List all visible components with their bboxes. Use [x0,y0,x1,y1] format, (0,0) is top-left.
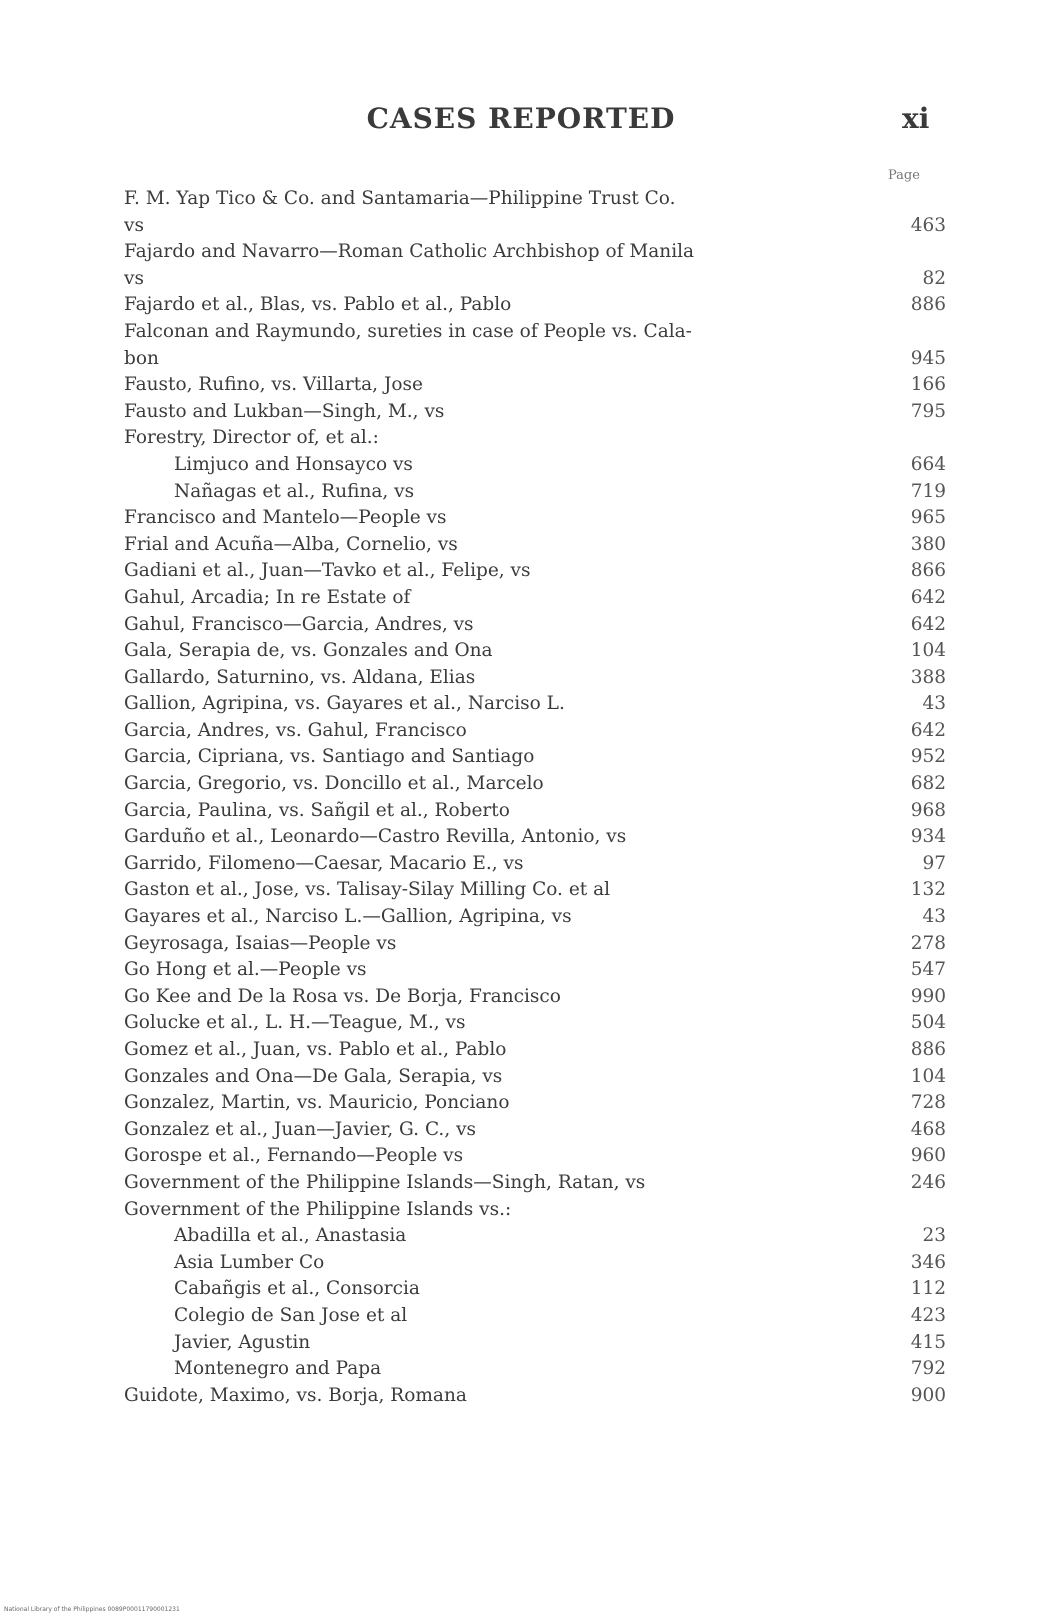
index-entry [124,372,946,399]
case-page-number: 468 [910,1118,946,1140]
case-page-number: 346 [910,1251,946,1273]
case-name: Golucke et al., L. H.—Teague, M., vs [124,1012,466,1034]
case-page-number: 380 [910,533,946,555]
case-name: Government of the Philippine Islands vs.: [124,1198,512,1220]
case-page-number: 728 [910,1092,946,1114]
case-name: Garcia, Cipriana, vs. Santiago and Santiago [124,746,535,768]
case-page-number: 792 [910,1358,946,1380]
case-page-number: 968 [910,799,946,821]
case-name: Gayares et al., Narciso L.—Gallion, Agripina, vs [124,906,572,928]
case-name: Garcia, Gregorio, vs. Doncillo et al., Marcelo [124,773,544,795]
case-page-number: 945 [910,347,946,369]
index-entry [124,1250,946,1277]
case-name: Gaston et al., Jose, vs. Talisay-Silay Milling Co. et al [124,879,611,901]
case-name: Gonzalez et al., Juan—Javier, G. C., vs [124,1118,477,1140]
case-page-number: 642 [910,613,946,635]
index-entry [124,691,946,718]
case-page-number: 132 [910,879,946,901]
case-page-number: 960 [910,1145,946,1167]
index-entry [124,984,946,1011]
index-entry [124,957,946,984]
case-name: Garcia, Paulina, vs. Sañgil et al., Roberto [124,799,510,821]
index-entry [124,931,946,958]
index-entry [124,1143,946,1170]
index-entry [124,638,946,665]
index-entry [124,1383,946,1410]
case-page-number: 104 [910,640,946,662]
case-page-number: 952 [910,746,946,768]
case-page-number: 43 [922,906,946,928]
case-page-number: 642 [910,719,946,741]
case-name: Forestry, Director of, et al.: [124,427,379,449]
case-name: Frial and Acuña—Alba, Cornelio, vs [124,533,458,555]
case-name: Gorospe et al., Fernando—People vs [124,1145,464,1167]
index-entry [124,505,946,532]
index-entry [124,877,946,904]
case-name: Gonzales and Ona—De Gala, Serapia, vs [124,1065,503,1087]
index-entry [124,1197,946,1224]
case-page-number: 423 [910,1304,946,1326]
index-entry [124,1064,946,1091]
index-entry [124,824,946,851]
case-name: Garrido, Filomeno—Caesar, Macario E., vs [124,852,524,874]
index-entry [124,612,946,639]
index-entry [124,1090,946,1117]
index-entry [124,904,946,931]
case-name: Fausto, Rufino, vs. Villarta, Jose [124,374,423,396]
index-entry [124,346,946,373]
case-name: Abadilla et al., Anastasia [174,1225,407,1247]
index-entry [124,1037,946,1064]
case-name: Fausto and Lukban—Singh, M., vs [124,400,445,422]
case-page-number: 642 [910,586,946,608]
case-name: Colegio de San Jose et al [174,1304,408,1326]
case-name: Francisco and Mantelo—People vs [124,507,447,529]
index-entry [124,1223,946,1250]
case-page-number: 82 [922,267,946,289]
case-name: Gala, Serapia de, vs. Gonzales and Ona [124,640,493,662]
index-entry [124,266,946,293]
case-page-number: 547 [910,959,946,981]
case-name: Go Kee and De la Rosa vs. De Borja, Francisco [124,985,561,1007]
case-name: Fajardo et al., Blas, vs. Pablo et al., Pablo [124,294,512,316]
case-name: Guidote, Maximo, vs. Borja, Romana [124,1384,467,1406]
case-page-number: 866 [910,560,946,582]
index-entry [124,718,946,745]
case-name: Cabañgis et al., Consorcia [174,1278,420,1300]
case-page-number: 795 [910,400,946,422]
index-entry [124,771,946,798]
case-page-number: 886 [910,1039,946,1060]
index-entry [124,1303,946,1330]
case-name: Gahul, Francisco—Garcia, Andres, vs [124,613,474,635]
case-name: Government of the Philippine Islands—Singh, Ratan, vs [124,1171,646,1193]
case-name: Javier, Agustin [174,1331,311,1353]
case-name: Gonzalez, Martin, vs. Mauricio, Ponciano [124,1092,510,1114]
index-entry [124,1010,946,1037]
case-page-number: 934 [910,826,946,848]
case-name: F. M. Yap Tico & Co. and Santamaria—Philippine Trust Co. [124,188,676,209]
case-name: Garduño et al., Leonardo—Castro Revilla, Antonio, vs [124,826,627,848]
page-column-label: Page [888,168,920,183]
case-page-number: 104 [910,1065,946,1087]
case-name: Gomez et al., Juan, vs. Pablo et al., Pablo [124,1039,507,1060]
case-name: Gallardo, Saturnino, vs. Aldana, Elias [124,666,476,688]
case-name: bon [124,347,159,369]
case-name: Go Hong et al.—People vs [124,959,367,981]
case-page-number: 504 [910,1012,946,1034]
case-page-number: 278 [910,932,946,954]
case-page-number: 886 [910,294,946,316]
index-entry [124,665,946,692]
case-page-number: 682 [910,773,946,795]
index-entry [124,292,946,319]
case-page-number: 965 [910,507,946,529]
index-entry [124,399,946,426]
page-title: CASES REPORTED [366,102,676,135]
case-name: Limjuco and Honsayco vs [174,453,413,475]
index-entry [124,479,946,506]
index-entry [124,452,946,479]
index-entry [124,585,946,612]
case-name: Nañagas et al., Rufina, vs [174,480,415,502]
index-entry [124,798,946,825]
case-page-number: 388 [910,666,946,688]
case-name: Gallion, Agripina, vs. Gayares et al., Narciso L. [124,693,565,715]
case-name: vs [124,214,144,236]
case-page-number: 719 [910,480,946,502]
index-entry [124,558,946,585]
case-name: Fajardo and Navarro—Roman Catholic Archbishop of Manila [124,241,695,263]
case-index-list [124,186,946,1409]
case-page-number: 112 [910,1278,946,1300]
case-page-number: 463 [910,214,946,236]
index-entry [124,213,946,240]
index-entry [124,186,946,213]
case-page-number: 23 [922,1225,946,1247]
case-name: Garcia, Andres, vs. Gahul, Francisco [124,719,467,741]
case-page-number: 166 [910,374,946,396]
index-entry [124,1330,946,1357]
index-entry [124,1276,946,1303]
case-name: vs [124,267,144,289]
index-entry [124,1117,946,1144]
case-page-number: 43 [922,693,946,715]
case-page-number: 664 [910,453,946,475]
case-name: Falconan and Raymundo, sureties in case of People vs. Cala- [124,320,692,342]
index-entry [124,1356,946,1383]
index-entry [124,851,946,878]
case-name: Asia Lumber Co [174,1251,325,1273]
case-name: Gahul, Arcadia; In re Estate of [124,586,411,608]
case-name: Gadiani et al., Juan—Tavko et al., Felipe, vs [124,560,531,582]
case-page-number: 97 [922,852,946,874]
index-entry [124,425,946,452]
index-entry [124,1170,946,1197]
case-page-number: 415 [910,1331,946,1353]
case-name: Montenegro and Papa [174,1358,382,1380]
case-page-number: 990 [910,985,946,1007]
index-entry [124,532,946,559]
case-page-number: 246 [910,1171,946,1193]
case-page-number: 900 [910,1384,946,1406]
index-entry [124,744,946,771]
index-entry [124,319,946,346]
case-name: Geyrosaga, Isaias—People vs [124,932,397,954]
footer-credit: National Library of the Philippines 0089P00011790001231 [4,1606,180,1613]
index-entry [124,239,946,266]
page-number: xi [902,102,930,135]
